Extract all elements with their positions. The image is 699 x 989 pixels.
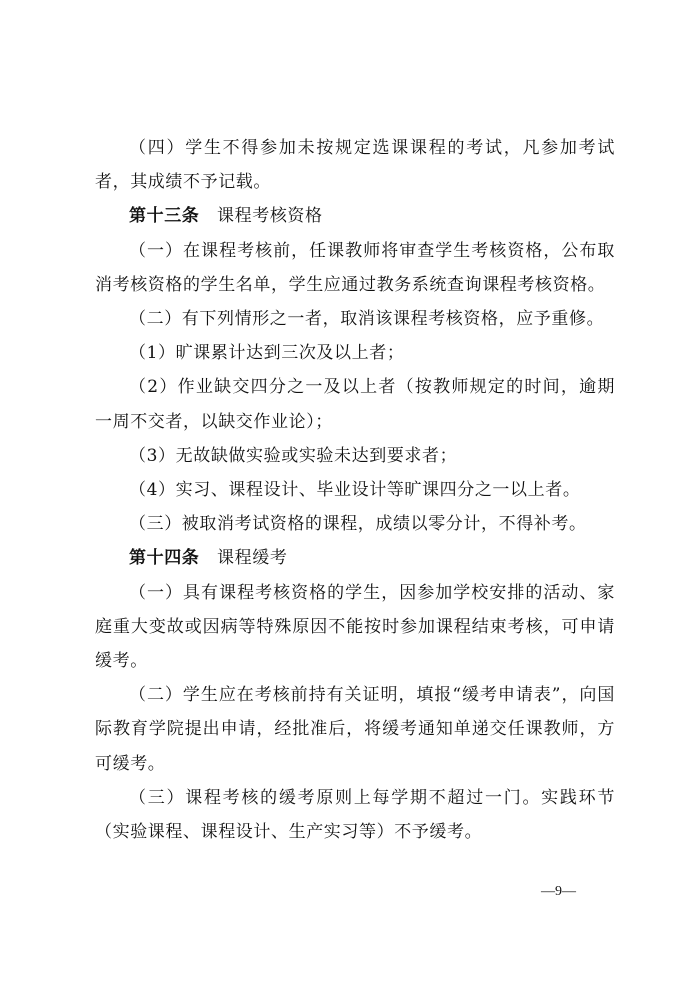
paragraph-item-4: （四）学生不得参加未按规定选课课程的考试，凡参加考试者，其成绩不予记载。: [95, 138, 615, 193]
article-14-title: 第十四条: [129, 548, 200, 569]
paragraph-14-2: （二）学生应在考核前持有关证明，填报“缓考申请表”，向国际教育学院提出申请，经批准后，将缓考通知单递交任课教师，方可缓考。: [95, 685, 615, 774]
paragraph-14-3: （三）课程考核的缓考原则上每学期不超过一门。实践环节（实验课程、课程设计、生产实习等）不予缓考。: [95, 787, 615, 843]
paragraph-13-2-2: （2）作业缺交四分之一及以上者（按教师规定的时间，逾期一周不交者，以缺交作业论）；: [95, 377, 615, 432]
page-number: —9—: [541, 884, 576, 899]
paragraph-13-2-1: （1）旷课累计达到三次及以上者；: [129, 343, 405, 364]
paragraph-13-3: （三）被取消考试资格的课程，成绩以零分计，不得补考。: [129, 514, 587, 535]
paragraph-13-1: （一）在课程考核前，任课教师将审查学生考核资格，公布取消考核资格的学生名单，学生应通过教务系统查询课程考核资格。: [95, 240, 615, 295]
paragraph-13-2: （二）有下列情形之一者，取消该课程考核资格，应予重修。: [129, 309, 605, 330]
paragraph-13-2-4: （4）实习、课程设计、毕业设计等旷课四分之一以上者。: [129, 480, 581, 501]
article-13-title: 第十三条: [129, 206, 200, 227]
paragraph-13-2-3: （3）无故缺做实验或实验未达到要求者；: [129, 445, 458, 466]
article-13-subtitle: 课程考核资格: [217, 206, 323, 227]
article-13-heading: [95, 199, 615, 233]
paragraph-14-1: （一）具有课程考核资格的学生，因参加学校安排的活动、家庭重大变故或因病等特殊原因不能按时参加课程结束考核，可申请缓考。: [95, 582, 615, 672]
article-14-heading: [95, 541, 615, 575]
body-text: [95, 131, 615, 849]
article-14-subtitle: 课程缓考: [217, 548, 288, 569]
